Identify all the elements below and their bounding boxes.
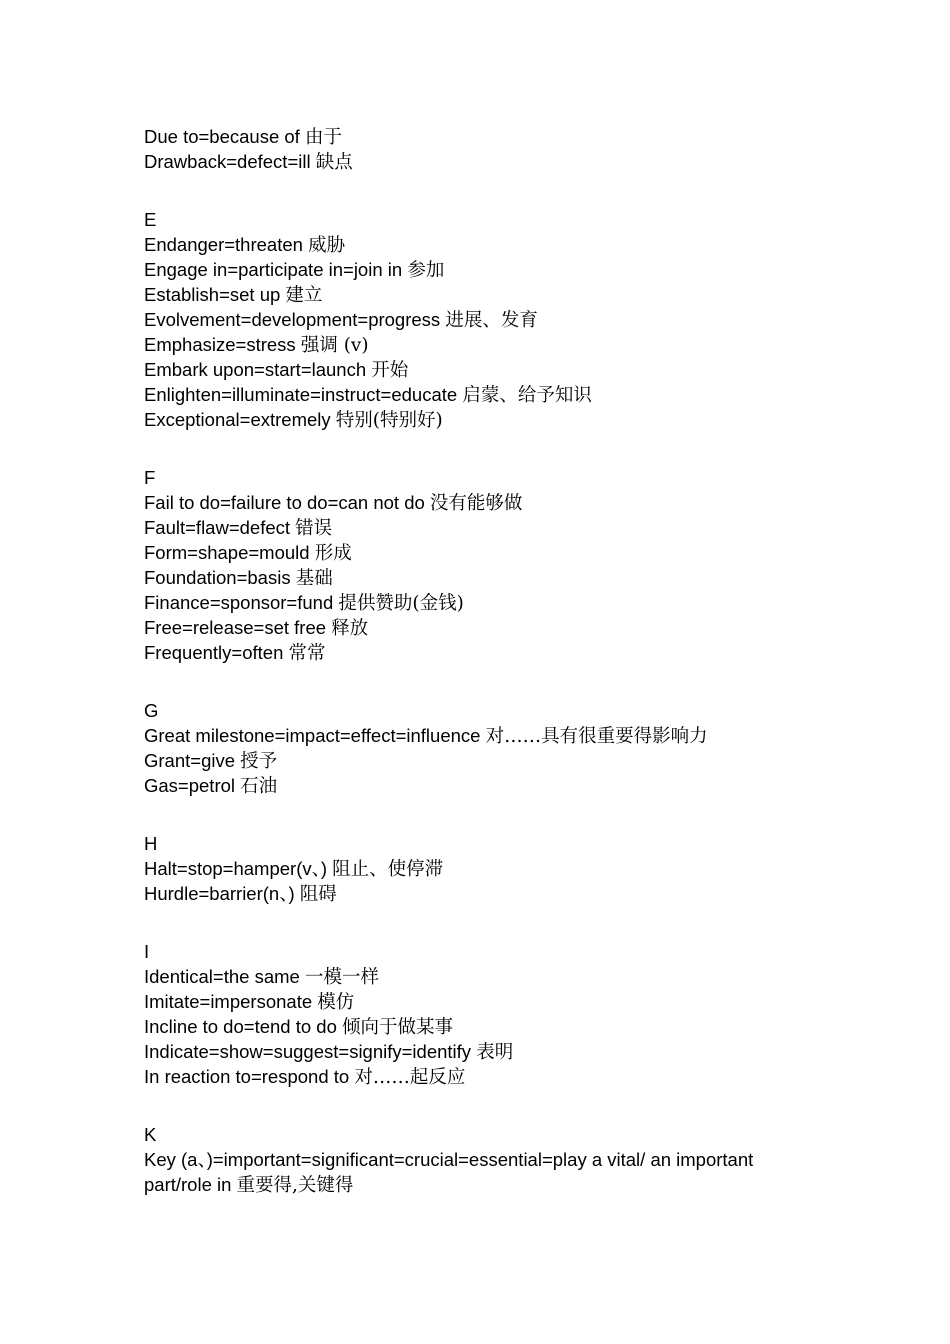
entry-chinese: 启蒙、给予知识: [462, 385, 592, 406]
entry-chinese: 模仿: [317, 992, 355, 1013]
entry-english: Exceptional=extremely: [144, 409, 336, 430]
entry-english: Great milestone=impact=effect=influence: [144, 725, 486, 746]
vocabulary-entry: [144, 989, 804, 1014]
vocabulary-entry: [144, 149, 804, 174]
section-letter-heading: H: [144, 833, 158, 854]
entry-chinese: 建立: [285, 285, 323, 306]
section-spacer: [144, 432, 804, 465]
vocabulary-list: [144, 124, 804, 1198]
section-spacer: [144, 906, 804, 939]
vocabulary-entry: [144, 615, 804, 640]
entry-english: Finance=sponsor=fund: [144, 592, 339, 613]
section-letter-heading: I: [144, 941, 150, 962]
entry-chinese: 缺点: [315, 152, 353, 173]
entry-english: Establish=set up: [144, 284, 286, 305]
vocabulary-entry: [144, 748, 804, 773]
section-letter-heading: G: [144, 700, 159, 721]
vocabulary-entry: [144, 590, 804, 615]
vocabulary-entry: [144, 540, 804, 565]
vocabulary-entry: [144, 1064, 804, 1089]
entry-english: Hurdle=barrier(n、): [144, 883, 300, 904]
entry-chinese: 没有能够做: [429, 493, 523, 514]
entry-chinese: 参加: [407, 260, 445, 281]
entry-english: Free=release=set free: [144, 617, 332, 638]
entry-chinese: 强调 (v): [300, 335, 369, 356]
vocabulary-entry: [144, 357, 804, 382]
entry-english: Drawback=defect=ill: [144, 151, 316, 172]
entry-english: Key (a、)=important=significant=crucial=essential=play a vital/ an important part/role in: [144, 1149, 754, 1195]
entry-chinese: 石油: [240, 776, 278, 797]
entry-chinese: 形成: [314, 543, 352, 564]
entry-chinese: 由于: [304, 127, 342, 148]
entry-english: Embark upon=start=launch: [144, 359, 372, 380]
vocabulary-entry: [144, 856, 804, 881]
entry-chinese: 常常: [288, 643, 326, 664]
entry-english: Halt=stop=hamper(v、): [144, 858, 333, 879]
section-spacer: [144, 1089, 804, 1122]
entry-english: Due to=because of: [144, 126, 305, 147]
section-spacer: [144, 665, 804, 698]
vocabulary-entry: [144, 382, 804, 407]
vocabulary-entry: [144, 124, 804, 149]
section-letter-heading: F: [144, 467, 156, 488]
entry-chinese: 进展、发育: [445, 310, 538, 331]
entry-english: Foundation=basis: [144, 567, 296, 588]
entry-chinese: 重要得,关键得: [236, 1175, 354, 1196]
vocabulary-entry: [144, 232, 804, 257]
vocabulary-entry: [144, 1039, 804, 1064]
vocabulary-entry: [144, 640, 804, 665]
section-spacer: [144, 174, 804, 207]
entry-chinese: 特别(特别好): [335, 410, 443, 431]
entry-chinese: 阻止、使停滞: [332, 859, 444, 880]
entry-english: Indicate=show=suggest=signify=identify: [144, 1041, 477, 1062]
entry-chinese: 错误: [295, 518, 333, 539]
entry-english: Form=shape=mould: [144, 542, 315, 563]
entry-english: Gas=petrol: [144, 775, 241, 796]
entry-english: Enlighten=illuminate=instruct=educate: [144, 384, 463, 405]
entry-english: In reaction to=respond to: [144, 1066, 355, 1087]
vocabulary-entry: [144, 490, 804, 515]
section-spacer: [144, 798, 804, 831]
entry-chinese: 对……起反应: [354, 1067, 466, 1088]
vocabulary-entry: [144, 723, 804, 748]
entry-english: Engage in=participate in=join in: [144, 259, 408, 280]
entry-chinese: 对……具有很重要得影响力: [485, 726, 708, 747]
entry-chinese: 表明: [476, 1042, 514, 1063]
entry-english: Incline to do=tend to do: [144, 1016, 342, 1037]
entry-chinese: 威胁: [308, 235, 346, 256]
entry-chinese: 授予: [240, 751, 278, 772]
vocabulary-entry: [144, 773, 804, 798]
entry-chinese: 一模一样: [304, 967, 379, 988]
entry-english: Grant=give: [144, 750, 241, 771]
entry-english: Identical=the same: [144, 966, 305, 987]
entry-english: Frequently=often: [144, 642, 289, 663]
vocabulary-entry: [144, 282, 804, 307]
entry-chinese: 阻碍: [299, 884, 337, 905]
entry-english: Fault=flaw=defect: [144, 517, 296, 538]
vocabulary-entry: [144, 881, 804, 906]
entry-english: Endanger=threaten: [144, 234, 309, 255]
entry-english: Emphasize=stress: [144, 334, 301, 355]
vocabulary-entry: [144, 257, 804, 282]
vocabulary-entry: [144, 407, 804, 432]
entry-chinese: 倾向于做某事: [342, 1017, 454, 1038]
vocabulary-entry: [144, 332, 804, 357]
entry-chinese: 基础: [295, 568, 333, 589]
entry-chinese: 释放: [331, 618, 369, 639]
vocabulary-entry: [144, 1014, 804, 1039]
vocabulary-entry: [144, 1147, 804, 1198]
vocabulary-entry: [144, 964, 804, 989]
entry-english: Imitate=impersonate: [144, 991, 318, 1012]
entry-english: Evolvement=development=progress: [144, 309, 446, 330]
entry-chinese: 开始: [371, 360, 409, 381]
vocabulary-entry: [144, 565, 804, 590]
section-letter-heading: K: [144, 1124, 157, 1145]
vocabulary-entry: [144, 307, 804, 332]
vocabulary-entry: [144, 515, 804, 540]
section-letter-heading: E: [144, 209, 157, 230]
entry-english: Fail to do=failure to do=can not do: [144, 492, 430, 513]
entry-chinese: 提供赞助(金钱): [338, 593, 464, 614]
